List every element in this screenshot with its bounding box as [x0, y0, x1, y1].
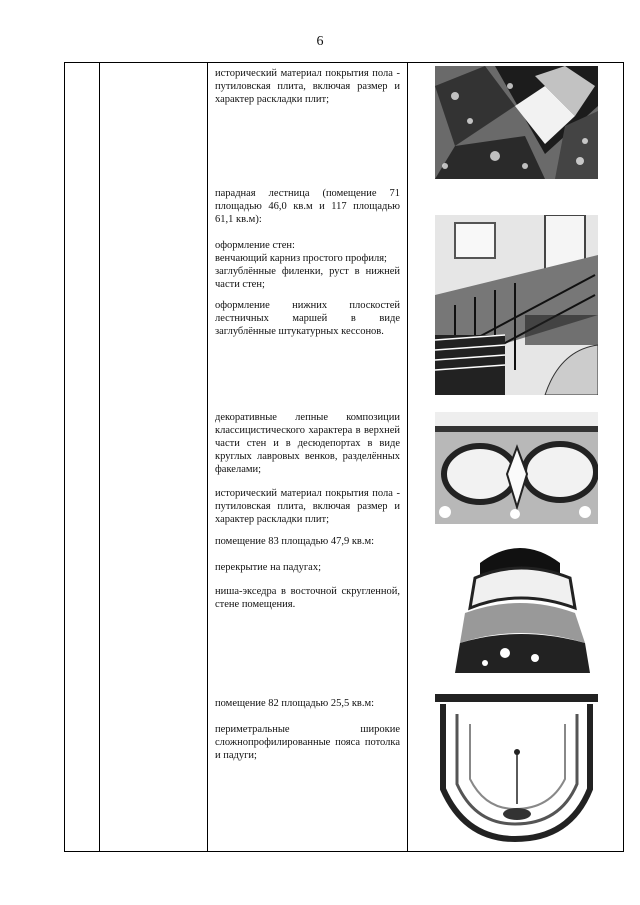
feature-text: оформление нижних плоскостей лестничных маршей в виде заглублённые штукатурных кессонов.	[215, 300, 400, 337]
feature-text: помещение 82 площадью 25,5 кв.м:	[215, 698, 375, 709]
niche-exedra-photo	[435, 533, 598, 673]
feature-text: декоративные лепные композиции классицистического характера в верхней части стен и в десюдепортах в виде круглых лавровых венков, разделённых факелами;	[215, 412, 400, 475]
staircase-photo	[435, 215, 598, 395]
feature-text: перекрытие на падугах;	[215, 562, 321, 573]
floor-tile-photo	[435, 66, 598, 179]
column-divider	[207, 63, 208, 851]
feature-text: исторический материал покрытия пола - путиловская плита, включая размер и характер раскладки плит;	[215, 68, 400, 105]
feature-text: исторический материал покрытия пола - путиловская плита, включая размер и характер раскладки плит;	[215, 488, 400, 525]
column-divider	[99, 63, 100, 851]
feature-text: помещение 83 площадью 47,9 кв.м:	[215, 536, 375, 547]
feature-text: парадная лестница (помещение 71 площадью 46,0 кв.м и 117 площадью 61,1 кв.м):	[215, 188, 400, 225]
ceiling-cornice-photo	[435, 694, 598, 844]
feature-text: оформление стен: венчающий карниз простого профиля; заглублённые филенки, руст в нижней части стен;	[215, 240, 400, 290]
column-divider	[407, 63, 408, 851]
feature-text: периметральные широкие сложнопрофилированные пояса потолка и падуги;	[215, 724, 400, 761]
wreath-stucco-photo	[435, 412, 598, 524]
features-table	[64, 62, 624, 852]
page-number: 6	[316, 34, 324, 49]
feature-text: ниша-экседра в восточной скругленной, стене помещения.	[215, 586, 400, 610]
